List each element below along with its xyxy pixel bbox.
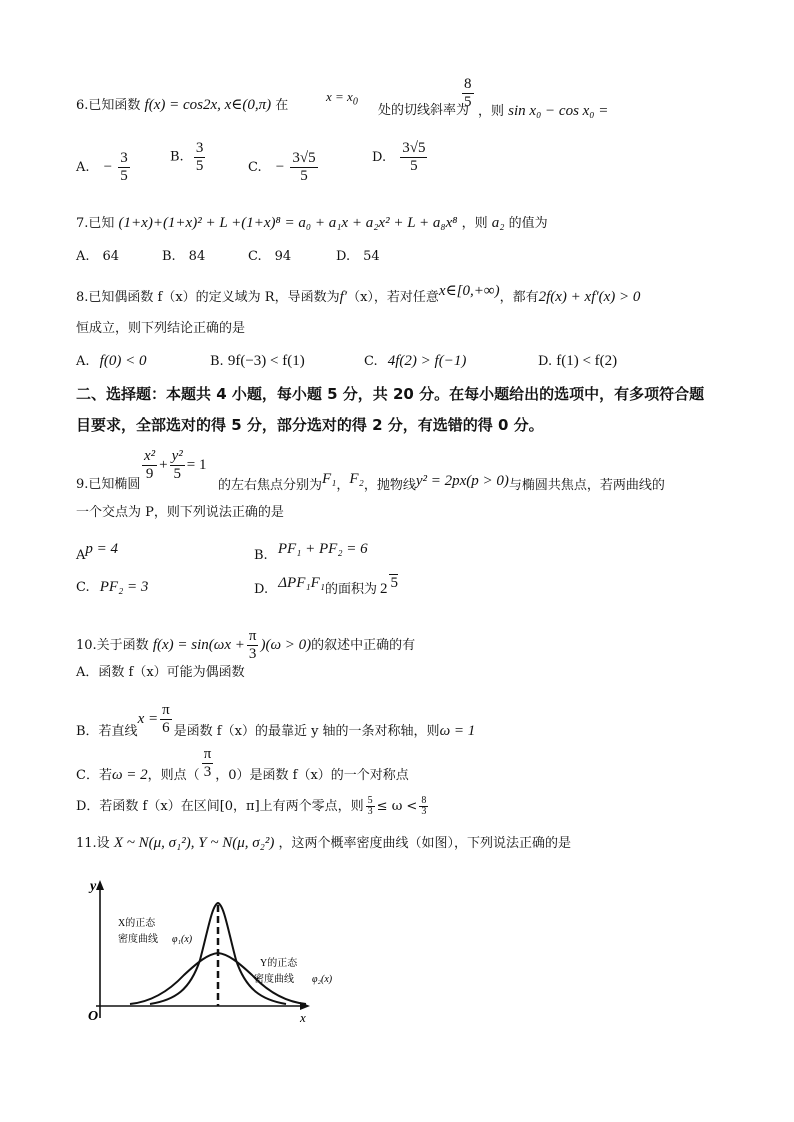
q6-line (76, 96, 288, 115)
q7-equation: (1+x)+(1+x)² + L +(1+x)⁸ = a₀ + a₁x + a₂x² + L + a₈x⁸ (118, 215, 458, 231)
q6-function: f(x) = cos2x, x∈(0,π) (144, 97, 272, 113)
y-curve-label-1: Y的正态 (260, 958, 298, 969)
section-heading-line-1: 二、选择题：本题共 4 小题，每小题 5 分，共 20 分。在每小题给出的选项中，有多项符合题 (76, 385, 705, 403)
x-curve-label-2: 密度曲线 (118, 934, 158, 945)
q11-distributions: X ~ N(μ, σ₁²), Y ~ N(μ, σ₂²) (113, 835, 275, 851)
q9-ellipse: $\frac{\text{x²}}{9}$ + $\frac{\text{y²}}{5}$ = 1 (144, 448, 207, 482)
y-axis-arrow (96, 880, 104, 890)
y-density-curve (130, 953, 306, 1004)
q8-option-d[interactable]: D. f(1) < f(2) (538, 353, 618, 369)
q9-line-2: 一个交点为 P，则下列说法正确的是 (76, 505, 284, 520)
x-curve-phi: φ₁(x) (172, 934, 193, 945)
q10-line: 10.关于函数 f(x) = sin(ωx + $\frac{\pi}{3}$ )(ω > 0)的叙述中正确的有 (76, 628, 416, 662)
y-axis-label: y (90, 879, 97, 894)
q6-option-a[interactable]: A. − $\frac{3}{5}$ (76, 150, 128, 184)
x-curve-label-1: X的正态 (118, 918, 156, 929)
q7-option-b[interactable]: B. 84 (162, 249, 206, 264)
q8-inequality: 2f(x) + xf′(x) > 0 (538, 289, 641, 305)
q7-option-d[interactable]: D. 54 (336, 249, 380, 264)
y-curve-label-2: 密度曲线 (254, 974, 294, 985)
q10-option-d[interactable]: D．若函数 f（x）在区间[0，π]上有两个零点，则 $\frac{5}{3}$ ≤ ω < $\frac{8}{3}$ (76, 795, 427, 817)
q9-option-d[interactable]: D. ΔPF₁F₁的面积为 2 5 (254, 575, 398, 597)
q9-option-c[interactable]: C. PF₂ = 3 (76, 579, 149, 595)
q7-option-a[interactable]: A. 64 (76, 249, 120, 264)
q6-option-d[interactable]: D. $\frac{3√5}{5}$ (372, 140, 426, 174)
q8-line-1: 8.已知偶函数 f（x）的定义域为 R，导函数为f′（x），若对任意x∈[0,+∞)，都有2f(x) + xf′(x) > 0 (76, 283, 641, 305)
q6-condition: $x = x_0$ (326, 89, 358, 108)
q6-tail: ，则 sin x₀ − cos x₀ = (478, 103, 609, 119)
y-curve-phi: φ₂(x) (312, 974, 333, 985)
x-axis-label: x (300, 1010, 306, 1025)
q6-mid: 在 (275, 98, 289, 113)
q10-option-b[interactable]: B．若直线x = $\frac{\pi}{6}$ 是函数 f（x）的最靠近 y 轴的一条对称轴，则ω = 1 (76, 702, 476, 739)
q6-option-c[interactable]: C. − $\frac{3√5}{5}$ (248, 150, 316, 184)
q7-line: 7.已知 (1+x)+(1+x)² + L +(1+x)⁸ = a₀ + a₁x + a₂x² + L + a₈x⁸ ，则 a₂ 的值为 (76, 215, 548, 231)
q8-option-c[interactable]: C. 4f(2) > f(−1) (364, 353, 467, 369)
q11-line: 11.设 X ~ N(μ, σ₁²), Y ~ N(μ, σ₂²) ，这两个概率密度曲线（如图），下列说法正确的是 (76, 835, 571, 851)
section-heading-line-2: 目要求，全部选对的得 5 分，部分选对的得 2 分，有选错的得 0 分。 (76, 416, 544, 434)
q6-prefix: 6.已知函数 (76, 98, 141, 113)
q10-option-a[interactable]: A．函数 f（x）可能为偶函数 (76, 665, 245, 680)
q6-mid2: 处的切线斜率为 (378, 103, 470, 118)
x-axis-arrow (300, 1002, 310, 1010)
q8-option-b[interactable]: B. 9f(−3) < f(1) (210, 353, 305, 369)
q8-line-2: 恒成立，则下列结论正确的是 (76, 321, 246, 336)
q7-option-c[interactable]: C. 94 (248, 249, 292, 264)
q8-option-a[interactable]: A. f(0) < 0 (76, 353, 147, 369)
q7-variable: a₂ (491, 215, 505, 231)
origin-label: O (88, 1009, 99, 1024)
q6-slope: $\frac{8}{5}$ (464, 76, 472, 110)
q9-option-a[interactable]: Ap = 4 (76, 541, 119, 563)
q6-expression: sin x₀ − cos x₀ = (508, 103, 609, 119)
q9-option-b[interactable]: B. PF₁ + PF₂ = 6 (254, 541, 368, 563)
q9-prefix: 9.已知椭圆 (76, 477, 141, 492)
q10-option-c[interactable]: C．若ω = 2，则点（ $\frac{\pi}{3}$ ，0）是函数 f（x）的一个对称点 (76, 746, 409, 783)
x-density-curve (150, 903, 286, 1004)
q6-option-b[interactable]: B. $\frac{3}{5}$ (170, 140, 204, 174)
q9-mid: 的左右焦点分别为F₁，F₂，抛物线y² = 2px(p > 0)与椭圆共焦点，若两曲线的 (218, 471, 665, 493)
